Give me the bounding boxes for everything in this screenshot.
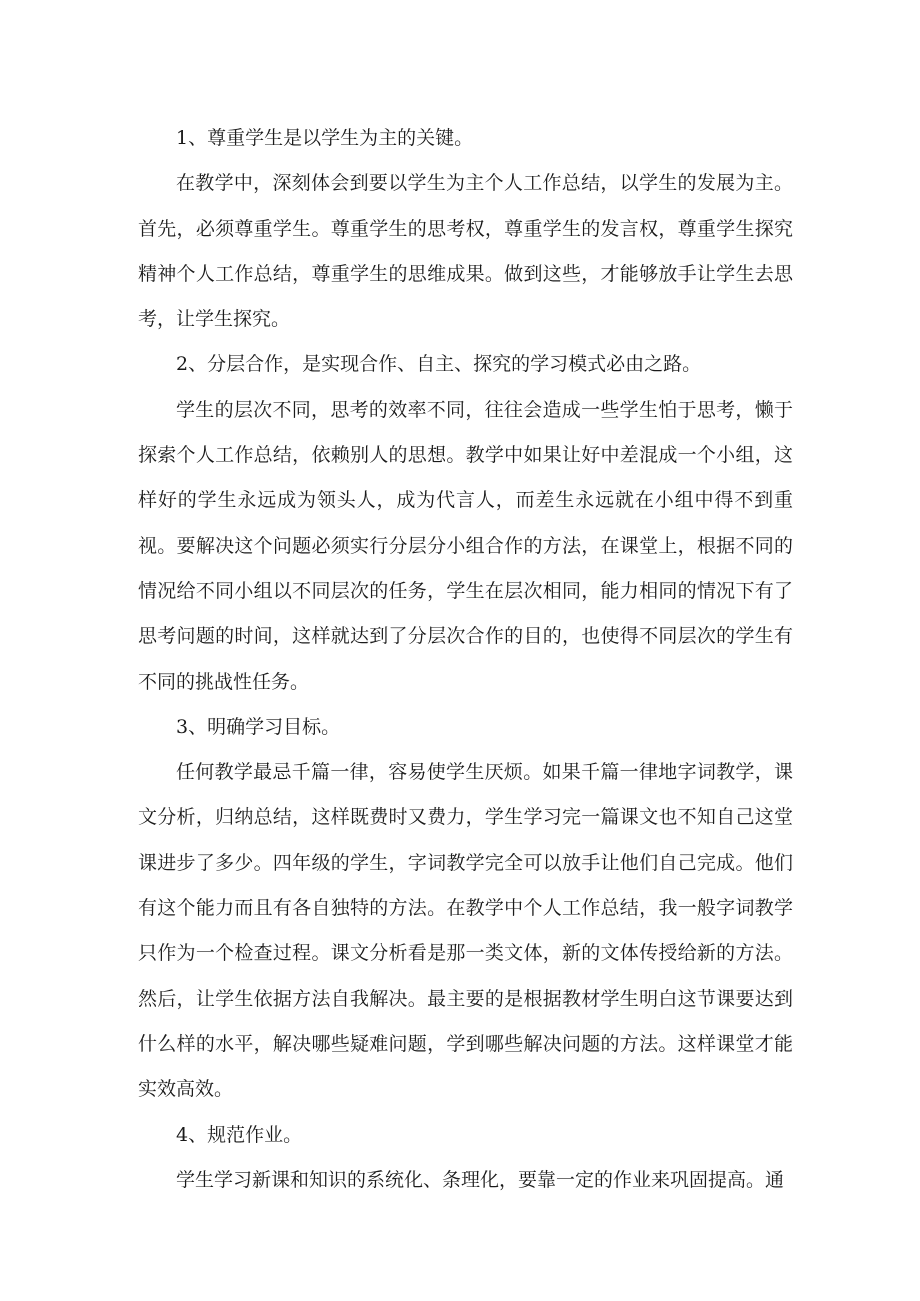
paragraph-layered-cooperation: 学生的层次不同，思考的效率不同，往往会造成一些学生怕于思考，懒于探索个人工作总结，依赖别人的思想。教学中如果让好中差混成一个小组，这样好的学生永远成为领头人，成为代言人，而差生永远就在小组中得不到重视。要解决这个问题必须实行分层分小组合作的方法，在课堂上，根据不同的情况给不同小组以不同层次的任务，学生在层次相同，能力相同的情况下有了思考问题的时间，这样就达到了分层次合作的目的，也使得不同层次的学生有不同的挑战性任务。 <box>138 398 793 693</box>
heading-homework: 4、规范作业。 <box>176 1123 303 1146</box>
heading-layered-cooperation: 2、分层合作，是实现合作、自主、探究的学习模式必由之路。 <box>176 353 702 376</box>
paragraph-respect-students: 在教学中，深刻体会到要以学生为主个人工作总结，以学生的发展为主。首先，必须尊重学生。尊重学生的思考权，尊重学生的发言权，尊重学生探究精神个人工作总结，尊重学生的思维成果。做到这些，才能够放手让学生去思考，让学生探究。 <box>138 172 793 331</box>
heading-learning-goals: 3、明确学习目标。 <box>176 715 341 738</box>
paragraph-homework: 学生学习新课和知识的系统化、条理化，要靠一定的作业来巩固提高。通 <box>176 1168 785 1191</box>
document-body <box>138 116 793 1203</box>
paragraph-learning-goals: 任何教学最忌千篇一律，容易使学生厌烦。如果千篇一律地字词教学，课文分析，归纳总结，这样既费时又费力，学生学习完一篇课文也不知自己这堂课进步了多少。四年级的学生，字词教学完全可以放手让他们自己完成。他们有这个能力而且有各自独特的方法。在教学中个人工作总结，我一般字词教学只作为一个检查过程。课文分析看是那一类文体，新的文体传授给新的方法。然后，让学生依据方法自我解决。最主要的是根据教材学生明白这节课要达到什么样的水平，解决哪些疑难问题，学到哪些解决问题的方法。这样课堂才能实效高效。 <box>138 761 793 1101</box>
heading-respect-students: 1、尊重学生是以学生为主的关键。 <box>176 127 474 149</box>
